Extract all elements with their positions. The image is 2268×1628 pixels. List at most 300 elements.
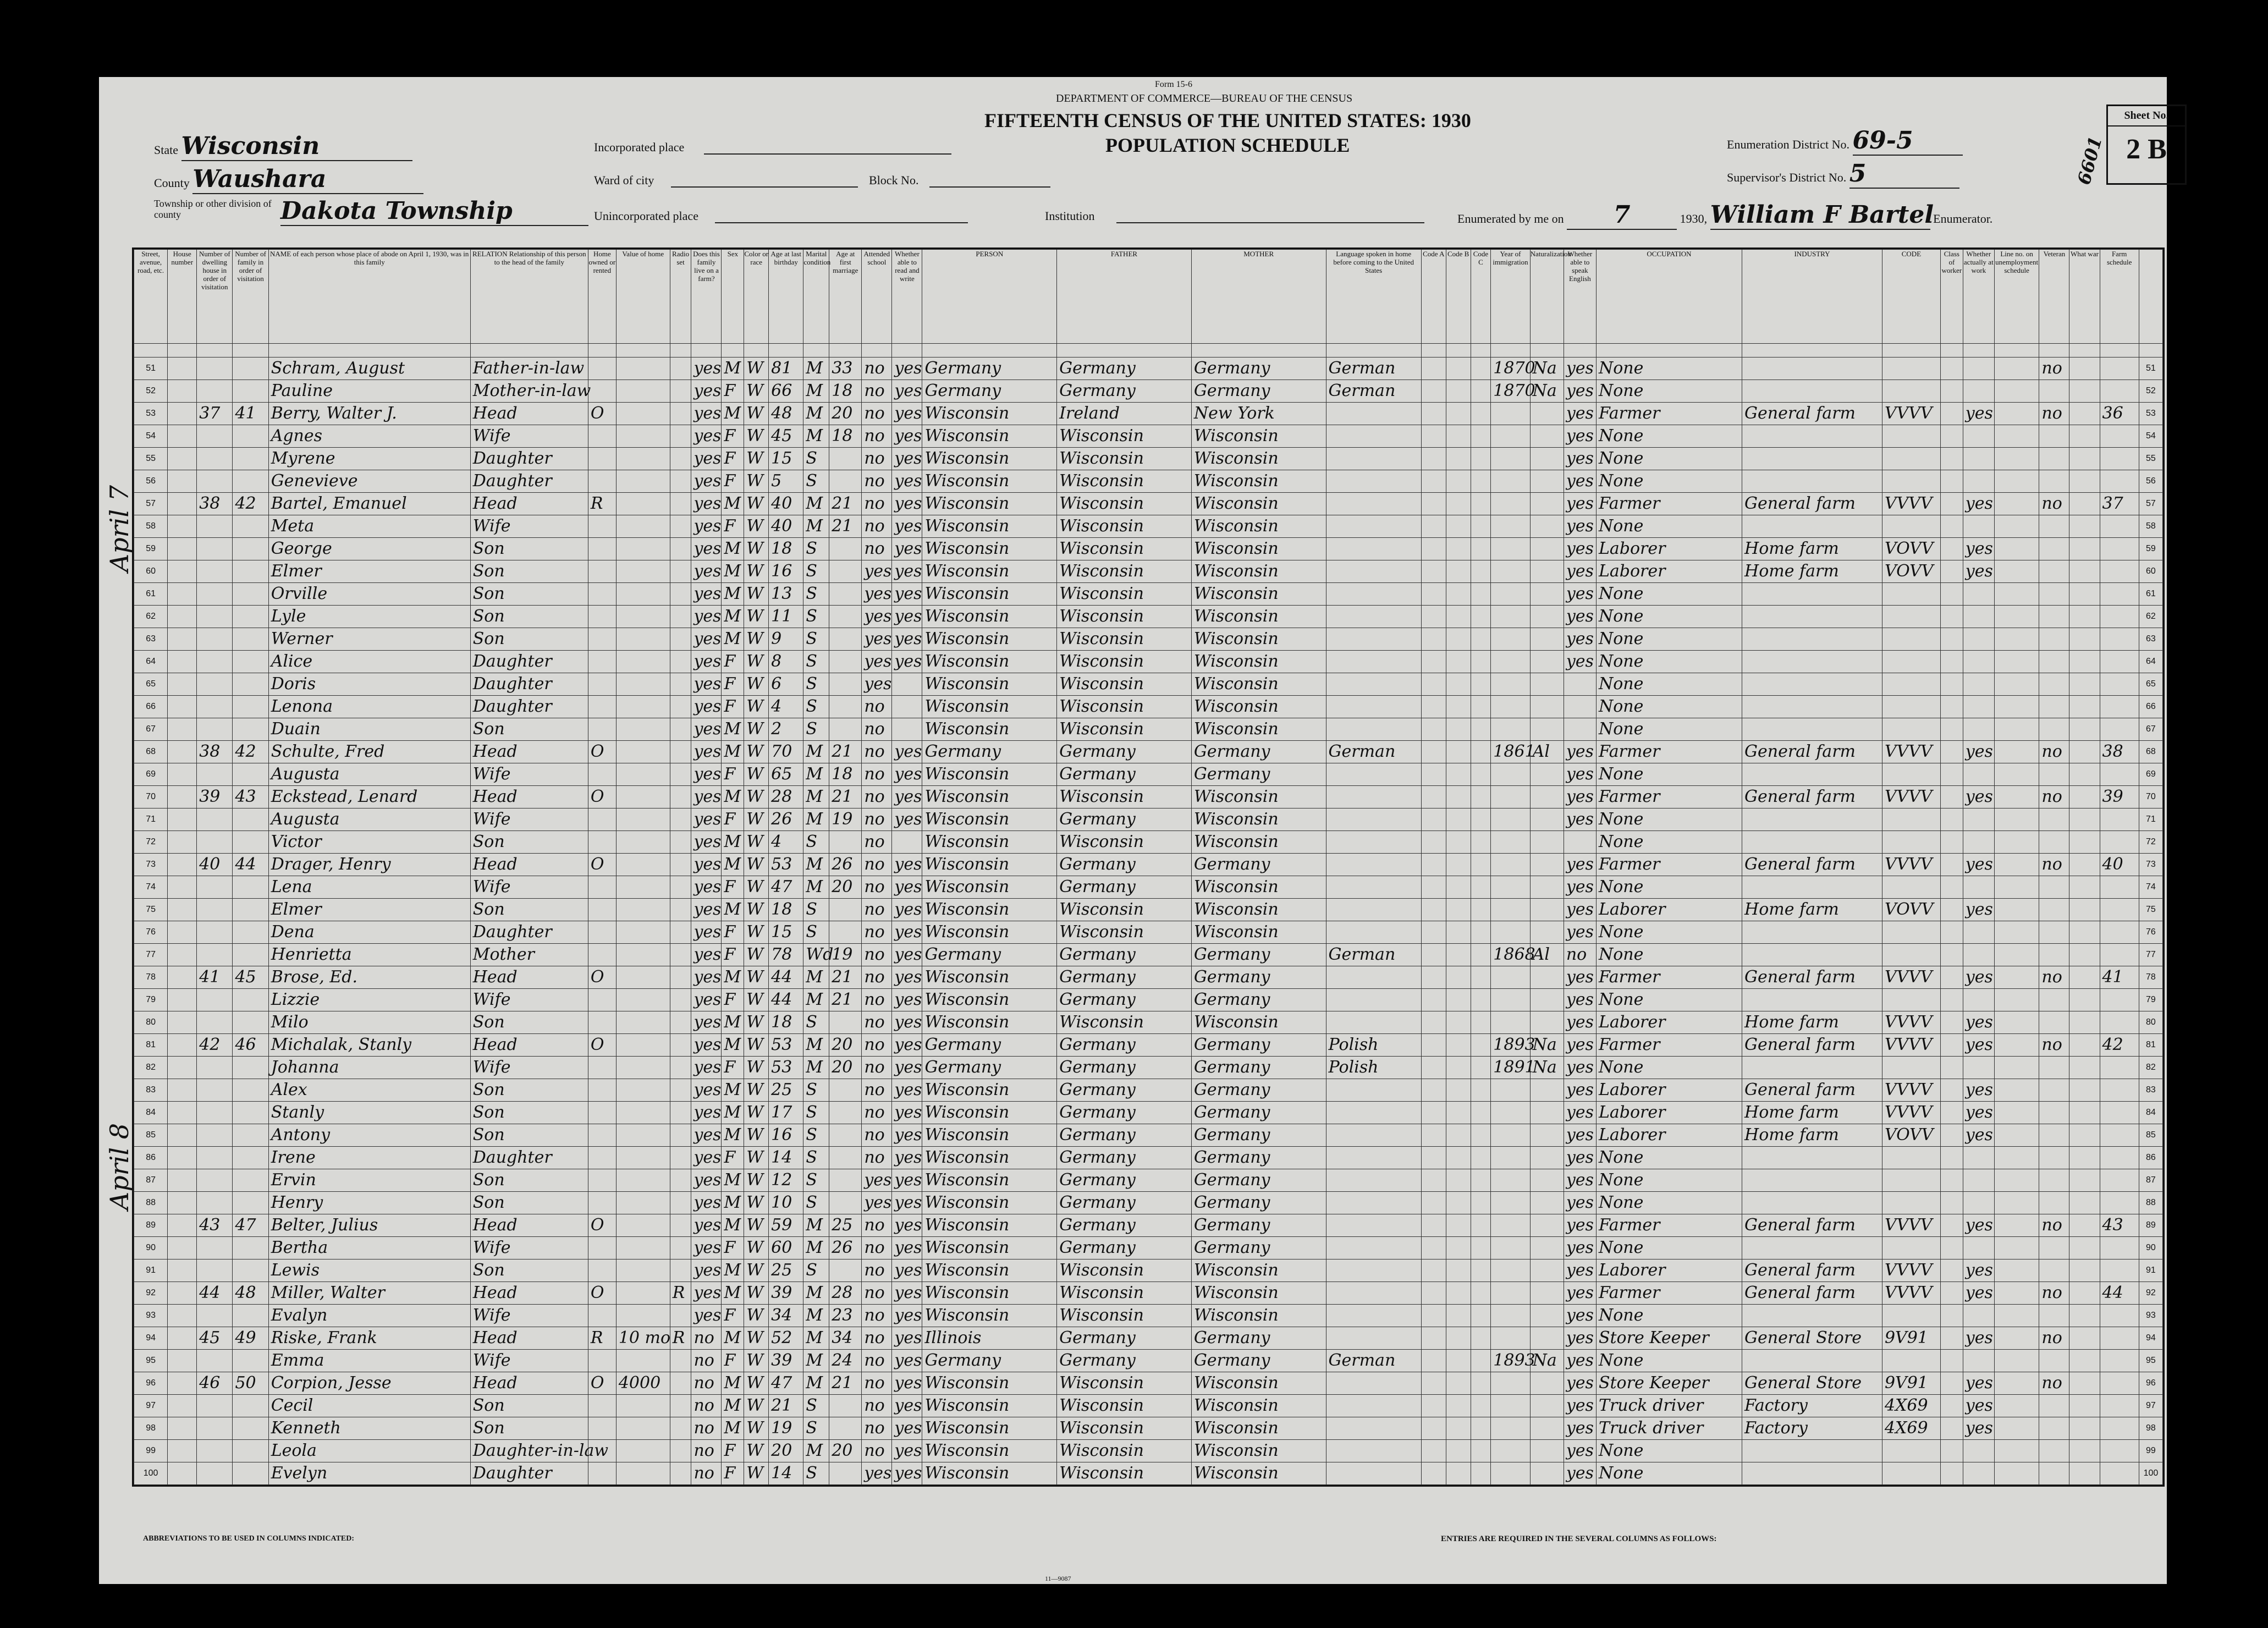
cell-farm: yes [691,1102,722,1124]
cell-line: 62 [2139,606,2162,628]
cell-eng: yes [1564,470,1596,493]
cell-fb: Germany [1057,966,1192,989]
cell-vet [2039,606,2069,628]
cell-line: 92 [2139,1282,2162,1305]
cell-imm: 1870 [1491,358,1530,380]
cell-race: W [744,989,769,1011]
cell-empty [1471,606,1491,628]
table-row [134,809,2163,831]
cell-empty [168,583,197,606]
cell-empty [1446,966,1471,989]
cell-sch: yes [862,1169,892,1192]
cell-empty [168,831,197,854]
cell-mar: S [803,448,829,470]
cell-vet [2039,989,2069,1011]
cell-own: O [588,854,616,876]
cell-farm: yes [691,1260,722,1282]
cell-race: W [744,944,769,966]
cell-imm [1491,1124,1530,1147]
cell-sch: no [862,1034,892,1057]
table-row [134,538,2163,560]
cell-val [616,1192,670,1214]
cell-empty [1940,560,1963,583]
cell-eng: yes [1564,403,1596,425]
cell-occ: None [1596,696,1742,718]
cell-empty [1446,1327,1471,1350]
cell-vet: no [2039,1214,2069,1237]
cell-empty [1421,1079,1446,1102]
cell-code: VVVV [1882,854,1940,876]
column-number-cell [829,344,862,358]
cell-nat [1530,966,1564,989]
cell-mar: M [803,1057,829,1079]
cell-rw: yes [892,1350,922,1372]
cell-fam [233,1124,268,1147]
enum-district-value: 69-5 [1853,127,1963,156]
enum-district-label: Enumeration District No. [1727,138,1850,151]
cell-rw: yes [892,1282,922,1305]
cell-imm [1491,876,1530,899]
cell-code: VVVV [1882,1260,1940,1282]
cell-emp: yes [1963,1282,1994,1305]
cell-afm: 21 [829,989,862,1011]
cell-nat [1530,854,1564,876]
cell-rel: Head [470,403,588,425]
cell-age: 19 [769,1417,803,1440]
cell-fb: Wisconsin [1057,1440,1192,1462]
cell-ind: General farm [1742,786,1882,809]
cell-empty [1940,763,1963,786]
cell-fb: Germany [1057,1327,1192,1350]
cell-empty [2069,448,2100,470]
cell-empty [1940,899,1963,921]
table-row [134,403,2163,425]
cell-afm [829,651,862,673]
cell-age: 28 [769,786,803,809]
cell-race: W [744,1124,769,1147]
cell-dw [197,696,233,718]
cell-pb: Wisconsin [922,1417,1057,1440]
cell-farm: yes [691,1011,722,1034]
cell-empty [1421,673,1446,696]
cell-race: W [744,831,769,854]
cell-mb: Wisconsin [1191,1395,1326,1417]
cell-pb: Wisconsin [922,515,1057,538]
cell-code: VVVV [1882,1011,1940,1034]
cell-sch: no [862,809,892,831]
cell-occ: None [1596,628,1742,651]
cell-afm: 26 [829,854,862,876]
cell-nat [1530,1395,1564,1417]
cell-fam [233,1079,268,1102]
cell-fb: Wisconsin [1057,1260,1192,1282]
cell-age: 15 [769,921,803,944]
cell-pb: Wisconsin [922,1260,1057,1282]
cell-sex: F [722,1305,744,1327]
cell-sch: no [862,538,892,560]
cell-code: VVVV [1882,1034,1940,1057]
table-row [134,876,2163,899]
cell-code: VVVV [1882,966,1940,989]
cell-empty [1471,1417,1491,1440]
cell-mar: M [803,515,829,538]
margin-date-1: April 7 [104,485,134,572]
cell-vet [2039,1417,2069,1440]
cell-farm: yes [691,809,722,831]
cell-lang [1326,1124,1421,1147]
cell-val [616,470,670,493]
cell-val [616,448,670,470]
cell-empty [168,1260,197,1282]
cell-ind [1742,696,1882,718]
cell-code [1882,583,1940,606]
cell-line: 78 [134,966,168,989]
col-header-23: Naturalization [1530,250,1564,344]
cell-line: 76 [134,921,168,944]
cell-sch: yes [862,1192,892,1214]
cell-own [588,1192,616,1214]
cell-farm: no [691,1327,722,1350]
cell-farm: yes [691,1282,722,1305]
table-row [134,741,2163,763]
cell-occ: None [1596,718,1742,741]
cell-code: VVVV [1882,1102,1940,1124]
cell-empty [1421,741,1446,763]
unincorporated-line [715,209,968,223]
cell-fb: Germany [1057,1350,1192,1372]
cell-fs [2100,380,2139,403]
cell-vet [2039,1057,2069,1079]
cell-imm [1491,1395,1530,1417]
cell-imm [1491,989,1530,1011]
cell-imm: 1870 [1491,380,1530,403]
cell-radio [670,1057,691,1079]
cell-eng: yes [1564,1327,1596,1350]
column-number-cell [1446,344,1471,358]
form-subtitle: POPULATION SCHEDULE [1105,134,1350,156]
cell-line: 71 [134,809,168,831]
cell-empty [168,989,197,1011]
cell-empty [2069,718,2100,741]
cell-sex: M [722,1214,744,1237]
cell-fs [2100,1260,2139,1282]
year-label: 1930, [1680,212,1708,226]
cell-age: 9 [769,628,803,651]
cell-nat [1530,1124,1564,1147]
cell-own [588,560,616,583]
cell-nat [1530,1147,1564,1169]
cell-lang [1326,673,1421,696]
cell-pb: Wisconsin [922,1102,1057,1124]
cell-imm [1491,899,1530,921]
cell-farm: yes [691,1214,722,1237]
cell-lang [1326,921,1421,944]
cell-race: W [744,1169,769,1192]
cell-race: W [744,1214,769,1237]
cell-fb: Wisconsin [1057,1372,1192,1395]
cell-line: 97 [2139,1395,2162,1417]
cell-code: VVVV [1882,786,1940,809]
cell-afm [829,1124,862,1147]
cell-mb: Wisconsin [1191,1440,1326,1462]
table-row [134,515,2163,538]
cell-empty [1994,763,2039,786]
cell-empty [1994,1237,2039,1260]
cell-fb: Wisconsin [1057,583,1192,606]
cell-fam [233,583,268,606]
cell-mar: S [803,651,829,673]
cell-dw [197,358,233,380]
cell-imm: 1893 [1491,1034,1530,1057]
cell-nat [1530,493,1564,515]
cell-val [616,741,670,763]
cell-line: 98 [134,1417,168,1440]
cell-sex: F [722,448,744,470]
cell-vet [2039,448,2069,470]
cell-farm: yes [691,538,722,560]
cell-empty [1940,741,1963,763]
cell-name: Stanly [268,1102,470,1124]
cell-radio [670,1305,691,1327]
cell-empty [168,1124,197,1147]
cell-sch: no [862,966,892,989]
cell-lang [1326,1237,1421,1260]
cell-nat [1530,1327,1564,1350]
cell-sex: M [722,854,744,876]
table-row [134,966,2163,989]
cell-empty [2069,876,2100,899]
cell-age: 53 [769,1034,803,1057]
cell-mar: S [803,696,829,718]
cell-code [1882,651,1940,673]
cell-emp: yes [1963,1372,1994,1395]
cell-code [1882,515,1940,538]
cell-radio [670,560,691,583]
cell-emp [1963,448,1994,470]
cell-emp [1963,1350,1994,1372]
supervisor-label: Supervisor's District No. [1727,170,1847,184]
cell-mar: S [803,1462,829,1485]
cell-fb: Wisconsin [1057,1282,1192,1305]
cell-empty [1471,809,1491,831]
cell-pb: Wisconsin [922,1169,1057,1192]
cell-emp [1963,944,1994,966]
cell-race: W [744,651,769,673]
table-row [134,1440,2163,1462]
cell-code [1882,1237,1940,1260]
cell-code [1882,606,1940,628]
cell-empty [1421,786,1446,809]
cell-empty [1446,1079,1471,1102]
cell-sch: no [862,1395,892,1417]
cell-age: 14 [769,1147,803,1169]
binder-hole [2244,1397,2268,1421]
cell-sch: yes [862,606,892,628]
table-row [134,651,2163,673]
cell-ind: General Store [1742,1372,1882,1395]
cell-occ: None [1596,944,1742,966]
cell-lang [1326,606,1421,628]
cell-eng: yes [1564,425,1596,448]
cell-rw: yes [892,1124,922,1147]
cell-lang [1326,1079,1421,1102]
cell-own [588,448,616,470]
cell-mar: M [803,1034,829,1057]
cell-nat [1530,628,1564,651]
cell-val [616,854,670,876]
cell-empty [1940,1440,1963,1462]
cell-mb: Germany [1191,1214,1326,1237]
cell-pb: Wisconsin [922,1282,1057,1305]
cell-lang [1326,1282,1421,1305]
cell-emp [1963,1462,1994,1485]
cell-empty [168,560,197,583]
cell-empty [1421,809,1446,831]
cell-line: 74 [2139,876,2162,899]
col-header-24: Whether able to speak English [1564,250,1596,344]
cell-nat [1530,1260,1564,1282]
cell-radio [670,1169,691,1192]
cell-mar: S [803,470,829,493]
cell-lang [1326,718,1421,741]
cell-eng: yes [1564,1147,1596,1169]
cell-empty [1421,1237,1446,1260]
col-header-1: Street, avenue, road, etc. [134,250,168,344]
cell-fs [2100,1124,2139,1147]
cell-age: 13 [769,583,803,606]
cell-empty [1421,560,1446,583]
column-number-cell [1191,344,1326,358]
cell-dw [197,515,233,538]
cell-val [616,1057,670,1079]
cell-dw [197,1057,233,1079]
cell-fs [2100,1237,2139,1260]
cell-imm [1491,470,1530,493]
cell-nat [1530,786,1564,809]
column-number-cell [2139,344,2162,358]
cell-line: 91 [134,1260,168,1282]
cell-radio [670,966,691,989]
cell-empty [1471,1169,1491,1192]
cell-ind [1742,606,1882,628]
column-number-cell [1057,344,1192,358]
cell-pb: Wisconsin [922,1305,1057,1327]
cell-fs: 41 [2100,966,2139,989]
cell-mar: S [803,1147,829,1169]
cell-val [616,831,670,854]
cell-fb: Wisconsin [1057,899,1192,921]
cell-line: 58 [2139,515,2162,538]
cell-ind: Home farm [1742,1124,1882,1147]
cell-fam: 42 [233,741,268,763]
cell-fam [233,1462,268,1485]
cell-ind [1742,1440,1882,1462]
cell-ind [1742,1192,1882,1214]
cell-fam [233,899,268,921]
cell-rw: yes [892,1237,922,1260]
cell-empty [2069,1011,2100,1034]
cell-mb: Germany [1191,1079,1326,1102]
cell-own: O [588,1372,616,1395]
cell-code: VOVV [1882,538,1940,560]
cell-rel: Son [470,1260,588,1282]
cell-line: 64 [2139,651,2162,673]
cell-val [616,493,670,515]
cell-mb: Germany [1191,380,1326,403]
cell-mar: M [803,741,829,763]
cell-imm [1491,538,1530,560]
cell-empty [2069,854,2100,876]
cell-occ: Farmer [1596,741,1742,763]
cell-empty [1471,1282,1491,1305]
cell-empty [1421,403,1446,425]
form-number: Form 15-6 [1155,80,1192,89]
cell-empty [168,1079,197,1102]
cell-own [588,1462,616,1485]
cell-empty [2069,1282,2100,1305]
cell-empty [1994,876,2039,899]
cell-fs: 39 [2100,786,2139,809]
cell-ind: Factory [1742,1395,1882,1417]
cell-afm: 18 [829,380,862,403]
cell-mar: M [803,876,829,899]
cell-line: 51 [2139,358,2162,380]
cell-empty [1471,1102,1491,1124]
cell-own: O [588,1214,616,1237]
cell-line: 79 [2139,989,2162,1011]
cell-own [588,538,616,560]
cell-rel: Son [470,606,588,628]
cell-fs [2100,718,2139,741]
cell-dw [197,921,233,944]
cell-eng: yes [1564,809,1596,831]
cell-code [1882,763,1940,786]
cell-radio [670,1395,691,1417]
cell-empty [168,1372,197,1395]
cell-race: W [744,515,769,538]
cell-empty [1994,1327,2039,1350]
column-number-cell [168,344,197,358]
cell-afm: 20 [829,1440,862,1462]
cell-rel: Son [470,1102,588,1124]
cell-pb: Wisconsin [922,448,1057,470]
cell-nat [1530,1192,1564,1214]
cell-emp: yes [1963,786,1994,809]
cell-name: Michalak, Stanly [268,1034,470,1057]
cell-farm: yes [691,470,722,493]
table-row [134,1372,2163,1395]
cell-lang [1326,448,1421,470]
col-header-10: Does this family live on a farm? [691,250,722,344]
cell-fb: Wisconsin [1057,921,1192,944]
cell-radio [670,515,691,538]
cell-nat: Na [1530,380,1564,403]
cell-empty [1446,921,1471,944]
cell-empty [1471,583,1491,606]
cell-fb: Wisconsin [1057,1305,1192,1327]
cell-age: 12 [769,1169,803,1192]
cell-age: 4 [769,696,803,718]
cell-age: 18 [769,1011,803,1034]
cell-sex: F [722,809,744,831]
cell-name: Corpion, Jesse [268,1372,470,1395]
cell-fs [2100,831,2139,854]
cell-rw: yes [892,1169,922,1192]
cell-radio [670,606,691,628]
col-header-13: Age at last birthday [769,250,803,344]
cell-name: Augusta [268,809,470,831]
cell-mb: Germany [1191,1034,1326,1057]
